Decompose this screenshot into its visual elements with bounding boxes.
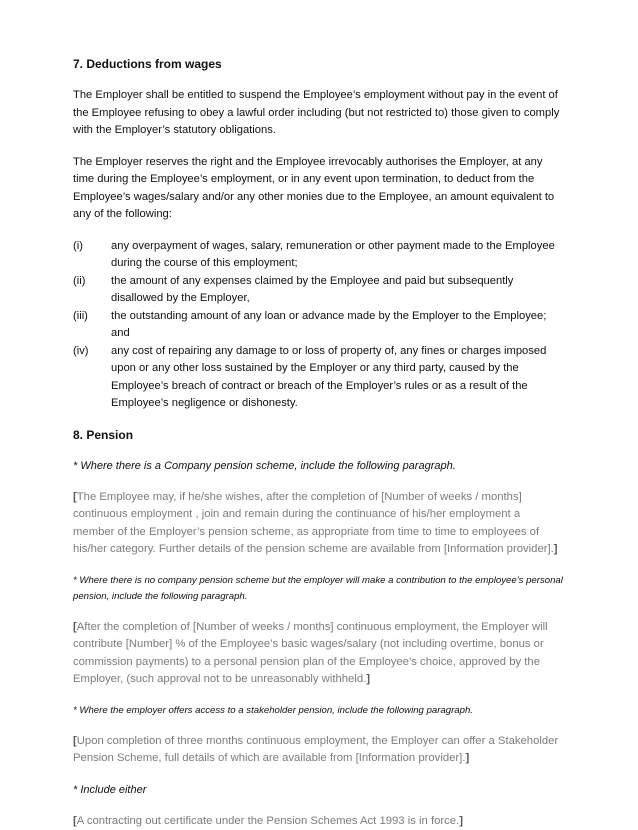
- optional-clause-4-text: A contracting out certificate under the Pension Schemes Act 1993 is in force.: [77, 815, 459, 827]
- list-item-text: the amount of any expenses claimed by the Employee and paid but subsequently disallowed by the Employer,: [111, 273, 561, 308]
- list-item-number: (iv): [73, 343, 111, 413]
- deductions-list: [73, 238, 561, 413]
- instruction-note-1: * Where there is a Company pension scheme, include the following paragraph.: [73, 458, 573, 475]
- list-item-number: (iii): [73, 308, 111, 343]
- list-item-text: any overpayment of wages, salary, remuneration or other payment made to the Employee during the course of this employment;: [111, 238, 561, 273]
- section-7-paragraph-2: The Employer reserves the right and the Employee irrevocably authorises the Employer, at any time during the Employee’s employment, or in any event upon termination, to deduct from the Employee’s wages/salary and/or any other monies due to the Employee, an amount equivalent to any of the following:: [73, 154, 561, 224]
- instruction-note-3: * Where the employer offers access to a stakeholder pension, include the following paragraph.: [73, 703, 573, 719]
- optional-clause-2-text: After the completion of [Number of weeks / months] continuous employment, the Employer will contribute [Number] % of the Employee’s basic wages/salary (not including overtime, bonus or commission payments) to a personal pension plan of the Employee’s choice, approved by the Employer, (such approval not to be unreasonably withheld.: [73, 621, 548, 686]
- section-8-heading: 8. Pension: [73, 427, 638, 444]
- optional-clause-4: [73, 813, 563, 830]
- bracket-open: [: [73, 621, 77, 633]
- optional-clause-3-text: Upon completion of three months continuous employment, the Employer can offer a Stakeholder Pension Scheme, full details of which are available from [Information provider].: [73, 735, 558, 765]
- instruction-note-2: * Where there is no company pension scheme but the employer will make a contribution to the employee’s personal pension, include the following paragraph.: [73, 573, 573, 605]
- optional-clause-3: [73, 733, 563, 768]
- list-item-text: the outstanding amount of any loan or advance made by the Employer to the Employee; and: [111, 308, 561, 343]
- list-item: [73, 273, 561, 308]
- optional-clause-1-text: The Employee may, if he/she wishes, after the completion of [Number of weeks / months] continuous employment , join and remain during the continuance of his/her employment a member of the Employer’s pension scheme, as appropriate from time to time to employees of his/her category. Further details of the pension scheme are available from [Information provider].: [73, 491, 554, 556]
- bracket-close: ]: [459, 815, 463, 827]
- bracket-close: ]: [465, 752, 469, 764]
- bracket-open: [: [73, 735, 77, 747]
- section-7-heading: 7. Deductions from wages: [73, 56, 638, 73]
- list-item-number: (ii): [73, 273, 111, 308]
- optional-clause-2: [73, 619, 563, 689]
- list-item: [73, 238, 561, 273]
- optional-clause-1: [73, 489, 563, 559]
- instruction-note-4: * Include either: [73, 782, 573, 799]
- section-7-paragraph-1: The Employer shall be entitled to suspend the Employee’s employment without pay in the event of the Employee refusing to obey a lawful order including (but not restricted to) those given to comply with the Employer’s statutory obligations.: [73, 87, 561, 140]
- bracket-open: [: [73, 491, 77, 503]
- list-item: [73, 308, 561, 343]
- bracket-close: ]: [366, 673, 370, 685]
- list-item: [73, 343, 561, 413]
- list-item-number: (i): [73, 238, 111, 273]
- bracket-open: [: [73, 815, 77, 827]
- bracket-close: ]: [554, 543, 558, 555]
- list-item-text: any cost of repairing any damage to or loss of property of, any fines or charges imposed upon or any other loss sustained by the Employer or any third party, caused by the Employee’s breach of contract or breach of the Employer’s rules or as a result of the Employee’s negligence or dishonesty.: [111, 343, 561, 413]
